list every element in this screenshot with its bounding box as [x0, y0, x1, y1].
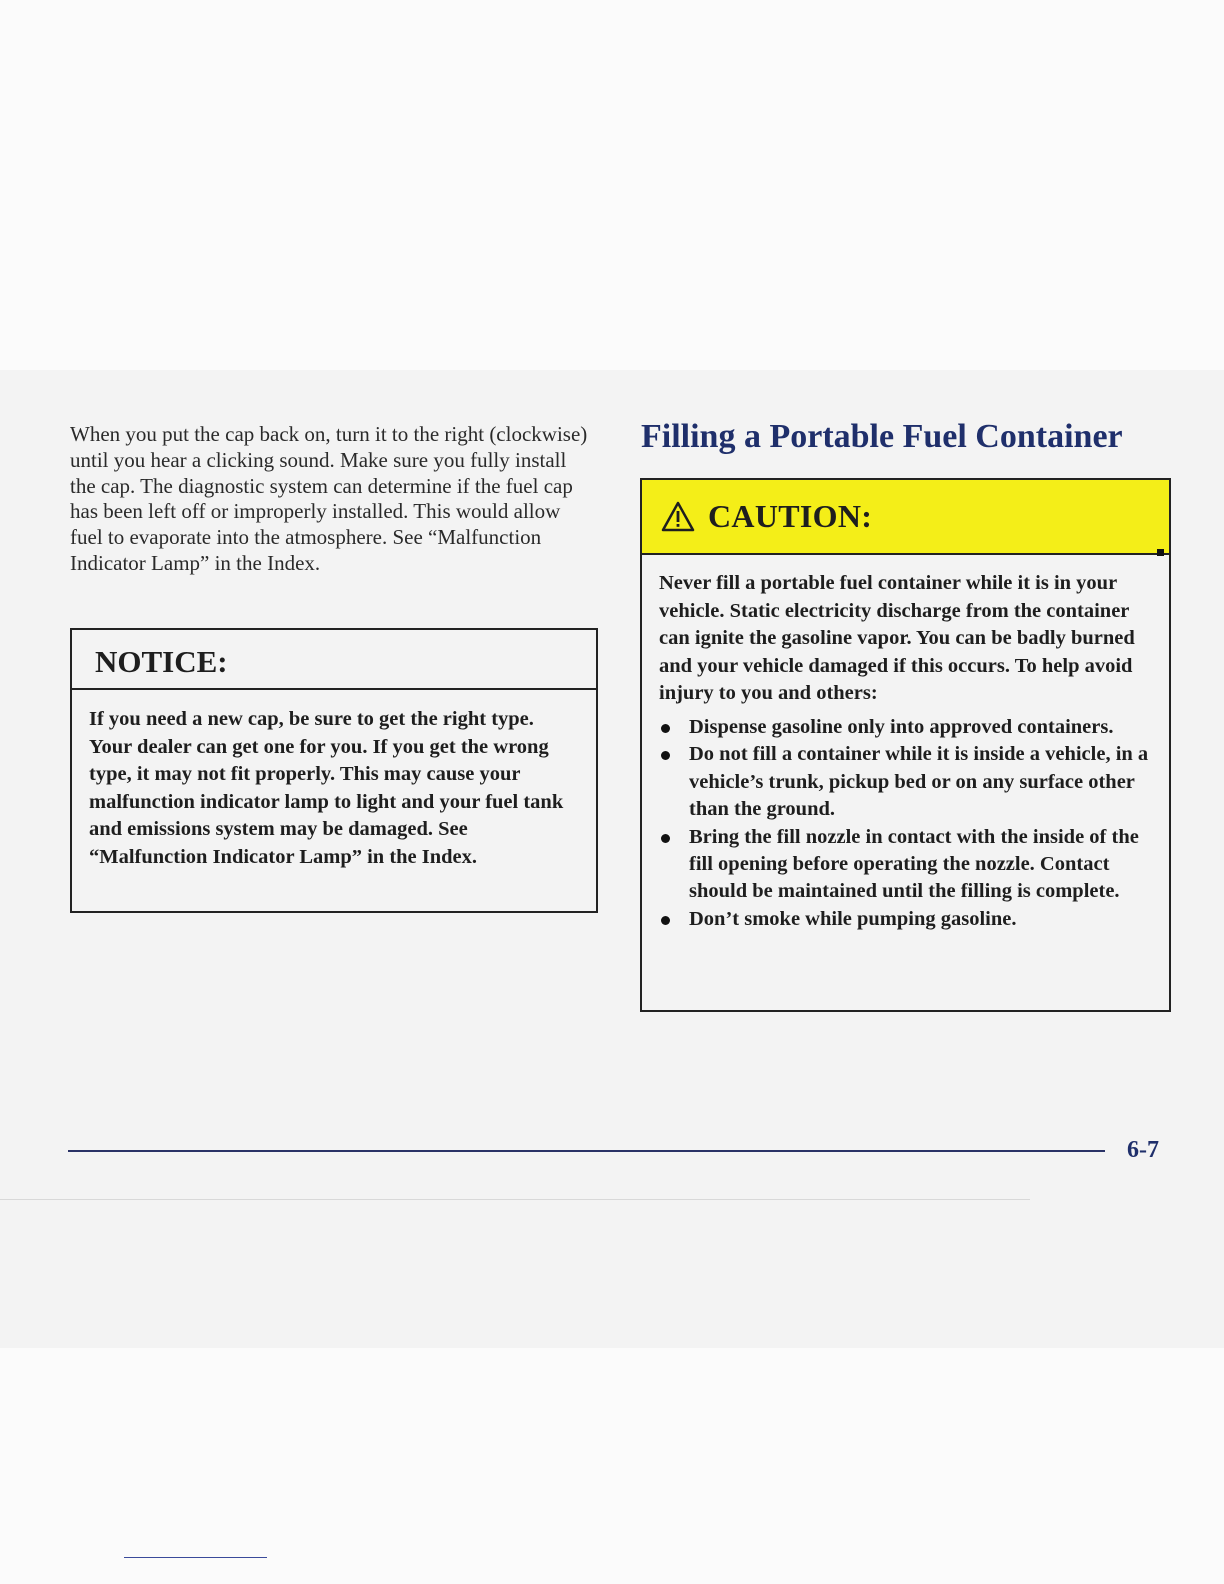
footer-rule — [68, 1150, 1105, 1152]
caution-title: CAUTION: — [708, 498, 873, 534]
bottom-link-rule — [124, 1557, 267, 1558]
notice-title: NOTICE: — [72, 630, 596, 690]
caution-body — [642, 555, 1169, 933]
bullet-icon — [661, 724, 670, 733]
corner-mark — [1157, 549, 1164, 556]
bullet-icon — [661, 751, 670, 760]
caution-item-text: Bring the fill nozzle in contact with the inside of the fill opening before operating the nozzle. Contact should be maintained until the filling is complete. — [689, 825, 1139, 903]
caution-item — [659, 906, 1153, 933]
caution-box — [640, 478, 1171, 1012]
left-column — [70, 422, 590, 577]
fuel-cap-paragraph: When you put the cap back on, turn it to the right (clockwise) until you hear a clicking sound. Make sure you fully install the cap. The diagnostic system can determine if the fuel cap has been left off or improperly installed. This would allow fuel to evaporate into the atmosphere. See “Malfunction Indicator Lamp” in the Index. — [70, 422, 588, 575]
caution-item-text: Do not fill a container while it is inside a vehicle, in a vehicle’s trunk, pickup bed or on any surface other than the ground. — [689, 743, 1149, 821]
section-title: Filling a Portable Fuel Container — [641, 418, 1123, 455]
warning-triangle-icon — [661, 501, 695, 532]
caution-item — [659, 741, 1153, 823]
caution-item-text: Dispense gasoline only into approved containers. — [689, 715, 1114, 738]
caution-list — [659, 714, 1153, 933]
caution-item — [659, 824, 1153, 906]
bullet-icon — [661, 916, 670, 925]
notice-body: If you need a new cap, be sure to get the right type. Your dealer can get one for you. If you get the wrong type, it may not fit properly. This may cause your malfunction indicator lamp to light and your fuel tank and emissions system may be damaged. See “Malfunction Indicator Lamp” in the Index. — [89, 708, 564, 868]
bullet-icon — [661, 834, 670, 843]
caution-header — [642, 480, 1169, 555]
caution-intro: Never fill a portable fuel container while it is in your vehicle. Static electricity discharge from the container can ignite the gasoline vapor. You can be badly burned and your vehicle damaged if this occurs. To help avoid injury to you and others: — [659, 572, 1135, 705]
notice-box — [70, 628, 598, 913]
scan-edge-line — [0, 1199, 1030, 1200]
caution-item-text: Don’t smoke while pumping gasoline. — [689, 907, 1017, 930]
caution-item — [659, 714, 1153, 741]
page-number: 6-7 — [1127, 1137, 1159, 1163]
